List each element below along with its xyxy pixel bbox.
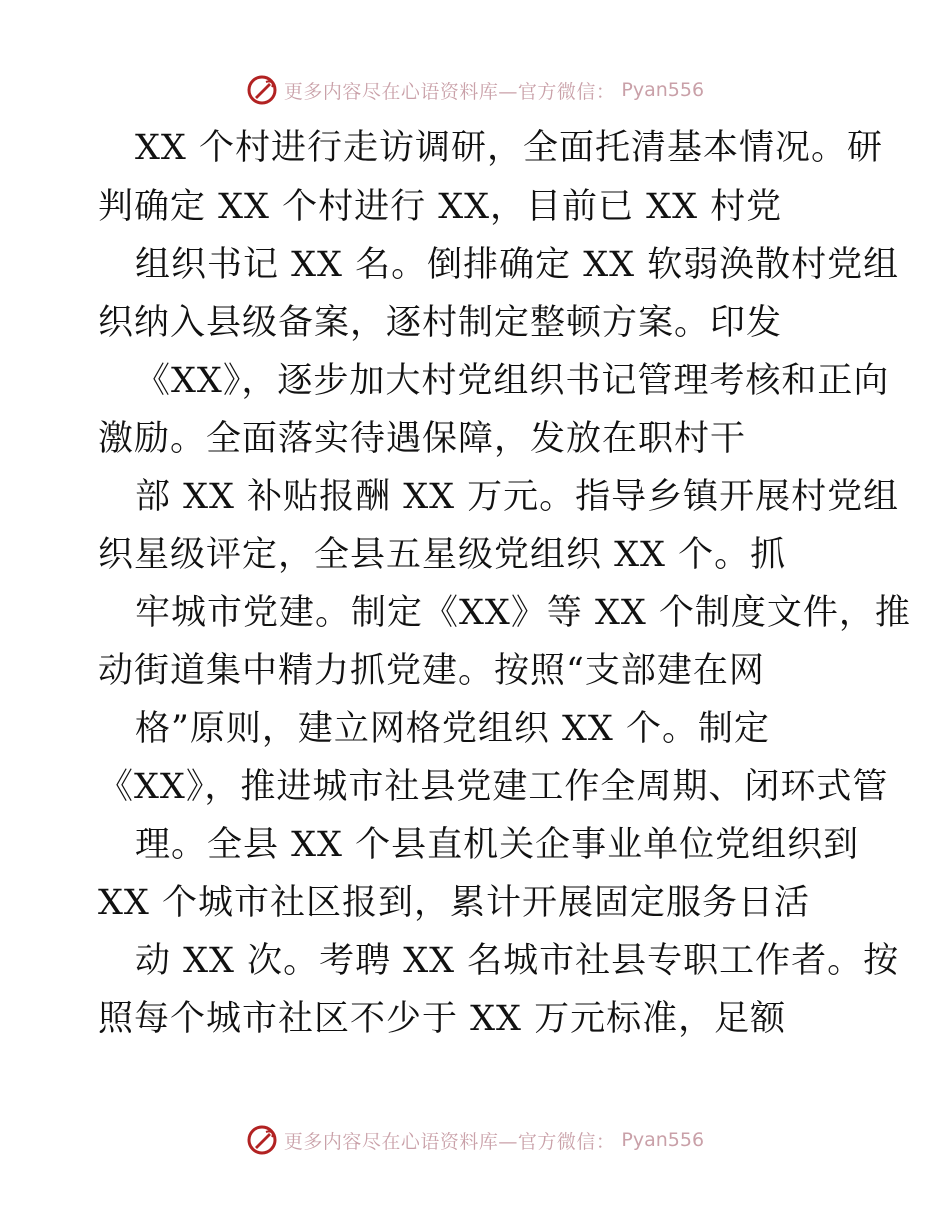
body-line: 激励。全面落实待遇保障，发放在职村干 — [98, 419, 747, 459]
body-line: 动 XX 次。考聘 XX 名城市社县专职工作者。按 — [135, 941, 900, 981]
body-line: 织星级评定，全县五星级党组织 XX 个。抓 — [98, 535, 787, 575]
quill-seal-logo-icon — [246, 74, 278, 106]
watermark-wechat-id: Pyan556 — [621, 1129, 705, 1151]
body-line: 部 XX 补贴报酬 XX 万元。指导乡镇开展村党组 — [135, 477, 900, 517]
body-line: 判确定 XX 个村进行 XX，目前已 XX 村党 — [98, 187, 783, 227]
watermark-text: 更多内容尽在心语资料库—官方微信： — [283, 80, 616, 103]
watermark-wechat-id: Pyan556 — [621, 79, 705, 101]
quill-seal-logo-icon — [246, 1124, 278, 1156]
watermark-text: 更多内容尽在心语资料库—官方微信： — [283, 1130, 616, 1153]
body-line: 组织书记 XX 名。倒排确定 XX 软弱涣散村党组 — [135, 245, 900, 285]
body-line: 织纳入县级备案，逐村制定整顿方案。印发 — [98, 303, 783, 343]
body-line: 《XX》，推进城市社县党建工作全周期、闭环式管 — [98, 767, 889, 807]
footer-watermark — [0, 1122, 950, 1158]
body-line: 照每个城市社区不少于 XX 万元标准，足额 — [98, 999, 787, 1039]
body-line: XX 个村进行走访调研，全面托清基本情况。研 — [135, 128, 883, 168]
body-line: 格”原则，建立网格党组织 XX 个。制定 — [135, 709, 770, 749]
body-line: 牢城市党建。制定《XX》等 XX 个制度文件，推 — [135, 593, 911, 633]
body-line: XX 个城市社区报到，累计开展固定服务日活 — [98, 883, 810, 923]
body-line: 动街道集中精力抓党建。按照“支部建在网 — [98, 651, 765, 691]
body-line: 理。全县 XX 个县直机关企事业单位党组织到 — [135, 825, 860, 865]
body-line: 《XX》，逐步加大村党组织书记管理考核和正向 — [135, 361, 890, 401]
header-watermark — [0, 72, 950, 108]
